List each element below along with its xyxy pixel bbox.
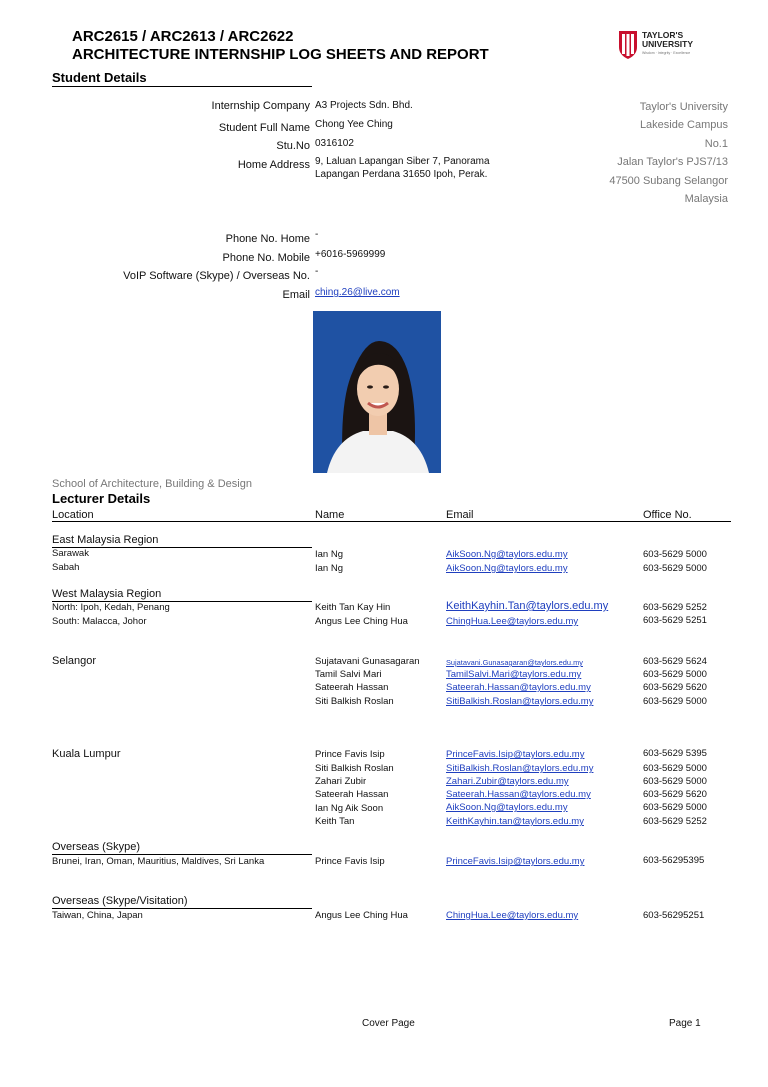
value-full-name: Chong Yee Ching <box>315 119 393 130</box>
cell-name: Prince Favis Isip <box>315 749 385 760</box>
cell-email[interactable]: AikSoon.Ng@taylors.edu.my <box>446 563 568 574</box>
cell-office: 603-5629 5624 <box>643 656 707 667</box>
label-full-name: Student Full Name <box>218 122 310 134</box>
document-title: ARCHITECTURE INTERNSHIP LOG SHEETS AND REPORT <box>72 46 489 63</box>
label-address: Home Address <box>237 159 310 171</box>
region-heading: East Malaysia Region <box>52 534 159 546</box>
label-company: Internship Company <box>211 100 310 112</box>
school-name: School of Architecture, Building & Design <box>52 478 252 490</box>
region-heading: Overseas (Skype) <box>52 841 141 853</box>
cell-office: 603-5629 5252 <box>643 602 707 613</box>
logo-shield-icon <box>618 30 638 60</box>
cell-email[interactable]: PrinceFavis.Isip@taylors.edu.my <box>446 856 585 867</box>
region-heading: Overseas (Skype/Visitation) <box>52 895 188 907</box>
cell-location: Brunei, Iran, Oman, Mauritius, Maldives, Sri Lanka <box>52 856 265 867</box>
cell-name: Siti Balkish Roslan <box>315 763 394 774</box>
value-stu-no: 0316102 <box>315 138 354 149</box>
university-logo <box>618 30 694 64</box>
cell-name: Sujatavani Gunasagaran <box>315 656 420 667</box>
cell-name: Angus Lee Ching Hua <box>315 910 408 921</box>
cell-office: 603-5629 5000 <box>643 563 707 574</box>
uni-address-line: Taylor's University <box>639 101 728 113</box>
cell-name: Prince Favis Isip <box>315 856 385 867</box>
col-header-email: Email <box>446 509 474 521</box>
cell-office: 603-56295251 <box>643 910 705 921</box>
cell-office: 603-5629 5252 <box>643 816 707 827</box>
uni-address-line: Jalan Taylor's PJS7/13 <box>617 156 728 168</box>
cell-email[interactable]: AikSoon.Ng@taylors.edu.my <box>446 549 568 560</box>
cell-office: 603-5629 5000 <box>643 549 707 560</box>
value-phone-home: - <box>315 229 319 240</box>
value-company: A3 Projects Sdn. Bhd. <box>315 100 413 111</box>
cell-location: Taiwan, China, Japan <box>52 910 143 921</box>
col-header-name: Name <box>315 509 345 521</box>
cell-name: Sateerah Hassan <box>315 682 389 693</box>
cell-name: Siti Balkish Roslan <box>315 696 394 707</box>
cell-location: Sarawak <box>52 548 89 559</box>
label-email: Email <box>282 289 310 301</box>
uni-address-line: Lakeside Campus <box>639 119 728 131</box>
cell-office: 603-5629 5620 <box>643 789 707 800</box>
cell-office: 603-5629 5000 <box>643 696 707 707</box>
value-address-line1: 9, Laluan Lapangan Siber 7, Panorama <box>315 156 490 167</box>
cell-name: Ian Ng <box>315 563 343 574</box>
cell-office: 603-5629 5000 <box>643 763 707 774</box>
cell-email[interactable]: Zahari.Zubir@taylors.edu.my <box>446 776 569 787</box>
cell-email[interactable]: Sateerah.Hassan@taylors.edu.my <box>446 682 591 693</box>
value-address-line2: Lapangan Perdana 31650 Ipoh, Perak. <box>315 169 488 180</box>
footer-page-number: Page 1 <box>669 1018 701 1029</box>
col-header-office: Office No. <box>643 509 692 521</box>
region-heading: West Malaysia Region <box>52 588 162 600</box>
label-stu-no: Stu.No <box>276 140 310 152</box>
cell-name: Keith Tan <box>315 816 355 827</box>
cell-name: Keith Tan Kay Hin <box>315 602 391 613</box>
cell-office: 603-5629 5620 <box>643 682 707 693</box>
cell-email[interactable]: SitiBalkish.Roslan@taylors.edu.my <box>446 696 594 707</box>
student-heading-rule <box>52 86 312 87</box>
logo-tagline: Wisdom · Integrity · Excellence <box>642 51 691 55</box>
cell-email[interactable]: PrinceFavis.Isip@taylors.edu.my <box>446 749 585 760</box>
region-heading: Selangor <box>52 655 97 667</box>
cell-name: Ian Ng <box>315 549 343 560</box>
student-photo <box>313 311 441 473</box>
cell-email[interactable]: KeithKayhin.tan@taylors.edu.my <box>446 816 584 827</box>
student-portrait-image <box>313 311 441 473</box>
cell-name: Angus Lee Ching Hua <box>315 616 408 627</box>
cell-office: 603-5629 5000 <box>643 776 707 787</box>
cell-office: 603-5629 5395 <box>643 748 707 759</box>
cell-email[interactable]: AikSoon.Ng@taylors.edu.my <box>446 802 568 813</box>
value-voip: - <box>315 266 319 277</box>
cell-email[interactable]: ChingHua.Lee@taylors.edu.my <box>446 616 579 627</box>
label-phone-mobile: Phone No. Mobile <box>222 252 310 264</box>
label-phone-home: Phone No. Home <box>225 233 310 245</box>
cell-office: 603-56295395 <box>643 855 705 866</box>
cell-location: South: Malacca, Johor <box>52 616 147 627</box>
cell-office: 603-5629 5000 <box>643 802 707 813</box>
lecturer-header-rule <box>52 521 731 522</box>
cell-office: 603-5629 5000 <box>643 669 707 680</box>
student-details-heading: Student Details <box>52 70 147 85</box>
logo-text-line2: UNIVERSITY <box>642 39 694 49</box>
cell-office: 603-5629 5251 <box>643 615 707 626</box>
cell-email[interactable]: Sateerah.Hassan@taylors.edu.my <box>446 789 591 800</box>
cell-location: Sabah <box>52 562 80 573</box>
uni-address-line: Malaysia <box>684 193 728 205</box>
col-header-location: Location <box>52 509 94 521</box>
cell-name: Tamil Salvi Mari <box>315 669 382 680</box>
cell-email[interactable]: SitiBalkish.Roslan@taylors.edu.my <box>446 763 594 774</box>
value-email[interactable]: ching.26@live.com <box>315 287 400 298</box>
region-heading: Kuala Lumpur <box>52 748 121 760</box>
region-rule <box>52 547 312 548</box>
footer-center: Cover Page <box>362 1018 415 1029</box>
cell-email[interactable]: KeithKayhin.Tan@taylors.edu.my <box>446 600 609 612</box>
lecturer-details-heading: Lecturer Details <box>52 491 151 506</box>
uni-address-line: 47500 Subang Selangor <box>609 175 728 187</box>
logo-text-line1: TAYLOR'S <box>642 30 684 40</box>
cell-email[interactable]: ChingHua.Lee@taylors.edu.my <box>446 910 579 921</box>
uni-address-line: No.1 <box>704 138 728 150</box>
value-phone-mobile: +6016-5969999 <box>315 249 386 260</box>
cell-email[interactable]: Sujatavani.Gunasagaran@taylors.edu.my <box>446 658 583 667</box>
cell-name: Ian Ng Aik Soon <box>315 803 384 814</box>
cell-email[interactable]: TamilSalvi.Mari@taylors.edu.my <box>446 669 582 680</box>
course-codes: ARC2615 / ARC2613 / ARC2622 <box>72 28 294 45</box>
label-voip: VoIP Software (Skype) / Overseas No. <box>123 270 310 282</box>
cell-name: Sateerah Hassan <box>315 789 389 800</box>
cell-location: North: Ipoh, Kedah, Penang <box>52 602 170 613</box>
cell-name: Zahari Zubir <box>315 776 367 787</box>
